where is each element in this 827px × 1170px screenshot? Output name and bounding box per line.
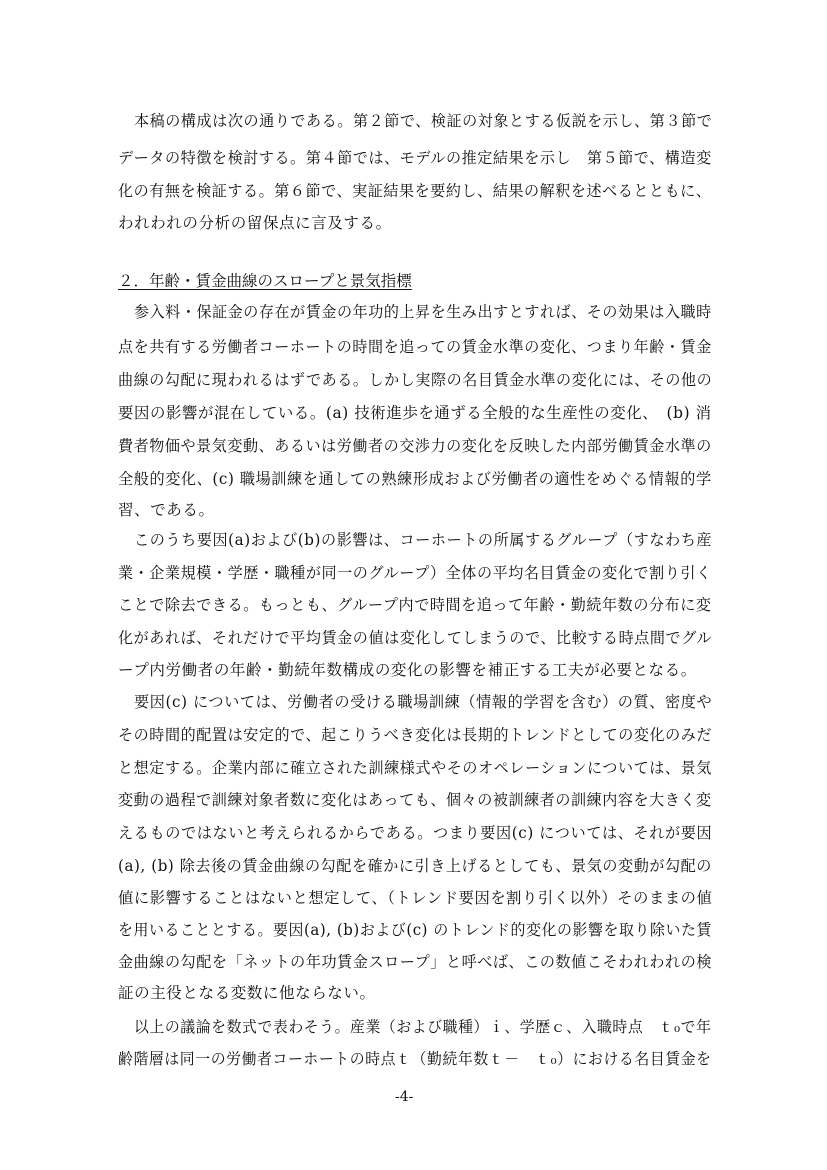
paragraph-3-line-2: その時間的配置は安定的で、起こりうべき変化は長期的トレンドとしての変化のみだ [118,726,713,744]
paragraph-1-line-3: 曲線の勾配に現われるはずである。しかし実際の名目賃金水準の変化には、その他の [118,371,713,389]
paragraph-4-line-2: 齢階層は同一の労働者コーホートの時点ｔ（勤続年数ｔ－ ｔ₀）における名目賃金を [118,1050,712,1068]
intro-line-4: われわれの分析の留保点に言及する。 [118,214,392,232]
paragraph-1-line-5: 費者物価や景気変動、あるいは労働者の交渉力の変化を反映した内部労働賃金水準の [118,437,712,455]
paragraph-3-line-8: を用いることとする。要因(a), (b)および(c) のトレンド的変化の影響を取り除いた賃 [118,921,713,939]
paragraph-3-line-1: 要因(c) については、労働者の受ける職場訓練（情報的学習を含む）の質、密度や [134,693,713,711]
paragraph-1-line-4: 要因の影響が混在している。(a) 技術進歩を通ずる全般的な生産性の変化、 (b) 消 [118,404,712,422]
paragraph-3-line-5: えるものではないと考えられるからである。つまり要因(c) については、それが要因 [118,824,713,842]
paragraph-4-line-1: 以上の議論を数式で表わそう。産業（および職種）ｉ、学歴ｃ、入職時点 ｔ₀で年 [134,1018,712,1036]
intro-line-3: 化の有無を検証する。第６節で、実証結果を要約し、結果の解釈を述べるとともに、 [118,182,712,200]
paragraph-1-line-2: 点を共有する労働者コーホートの時間を追っての賃金水準の変化、つまり年齢・賃金 [118,338,712,356]
paragraph-2-line-3: ことで除去できる。もっとも、グループ内で時間を追って年齢・勤続年数の分布に変 [118,596,712,614]
paragraph-3-line-4: 変動の過程で訓練対象者数に変化はあっても、個々の被訓練者の訓練内容を大きく変 [118,791,712,809]
paragraph-3-line-7: 値に影響することはないと想定して、（トレンド要因を割り引く以外）そのままの値 [118,889,713,907]
paragraph-1-line-6: 全般的変化、(c) 職場訓練を通しての熟練形成および労働者の適性をめぐる情報的学 [118,470,712,488]
paragraph-2-line-2: 業・企業規模・学歴・職種が同一のグループ）全体の平均名目賃金の変化で割り引く [118,564,712,582]
paragraph-3-line-6: (a), (b) 除去後の賃金曲線の勾配を確かに引き上げるとしても、景気の変動が勾配の [118,857,712,875]
paragraph-2-line-1: このうち要因(a)および(b)の影響は、コーホートの所属するグループ（すなわち産 [134,531,713,549]
paragraph-3-line-10: 証の主役となる変数に他ならない。 [118,984,376,1002]
paragraph-3-line-9: 金曲線の勾配を「ネットの年功賃金スロープ」と呼べば、この数値こそわれわれの検 [118,953,713,971]
paragraph-1-line-7: 習、である。 [118,501,215,519]
page-number: -4- [395,1089,414,1105]
paragraph-1-line-1: 参入料・保証金の存在が賃金の年功的上昇を生み出すとすれば、その効果は入職時 [134,303,712,321]
paragraph-2-line-5: ープ内労働者の年齢・勤続年数構成の変化の影響を補正する工夫が必要となる。 [118,661,697,679]
intro-line-1: 本稿の構成は次の通りである。第２節で、検証の対象とする仮説を示し、第３節で [134,112,713,130]
paragraph-3-line-3: と想定する。企業内部に確立された訓練様式やそのオペレーションについては、景気 [118,759,712,777]
paragraph-2-line-4: 化があれば、それだけで平均賃金の値は変化してしまうので、比較する時点間でグル [118,629,713,647]
section-heading: ２．年齢・賃金曲線のスロープと景気指標 [118,272,412,290]
intro-line-2: データの特徴を検討する。第４節では、モデルの推定結果を示し 第５節で、構造変 [118,149,712,167]
